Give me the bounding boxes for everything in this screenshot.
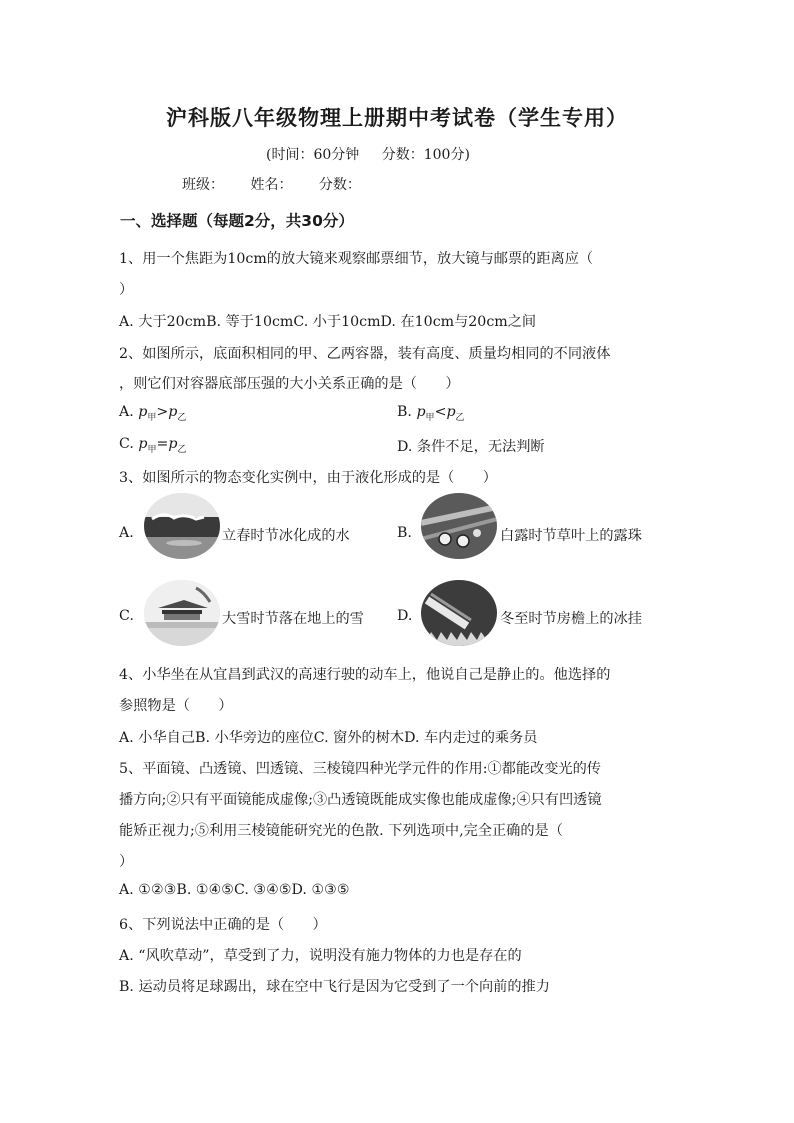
q2-option-d: D. 条件不足，无法判断	[397, 439, 545, 455]
q6-option-b: B. 运动员将足球踢出，球在空中飞行是因为它受到了一个向前的推力	[119, 979, 550, 995]
q2-b-sub1: 甲	[425, 412, 435, 423]
q3-b-label: B.	[397, 525, 412, 541]
q2-option-c	[119, 436, 186, 455]
q2-b-label: B.	[397, 404, 412, 420]
q2-option-a	[119, 404, 186, 423]
exam-subtitle	[266, 144, 488, 164]
q2-option-b	[397, 404, 465, 423]
q4-stem-line1: 4、小华坐在从宜昌到武汉的高速行驶的动车上，他说自己是静止的。他选择的	[119, 667, 611, 683]
q2-c-p1: p	[138, 436, 148, 452]
q6-stem: 6、下列说法中正确的是（ ）	[119, 917, 327, 933]
q2-b-p1: p	[416, 404, 426, 420]
q3-d-text: 冬至时节房檐上的冰挂	[500, 611, 642, 627]
q2-a-label: A.	[119, 404, 134, 420]
section-heading: 一、选择题（每题2分，共30分）	[120, 212, 354, 230]
icicle-photo	[421, 580, 497, 646]
q2-b-relation: <	[434, 404, 447, 420]
q6-option-a: A. “风吹草动”，草受到了力，说明没有施力物体的力也是存在的	[119, 948, 522, 964]
q2-c-sub2: 乙	[177, 444, 187, 455]
q2-c-relation: =	[156, 436, 169, 452]
q5-stem-line4: ）	[119, 854, 134, 870]
q1-stem-line2: ）	[119, 282, 134, 298]
q1-options: A. 大于20cmB. 等于10cmC. 小于10cmD. 在10cm与20cm之间	[119, 314, 537, 330]
exam-title: 沪科版八年级物理上册期中考试卷（学生专用）	[166, 106, 628, 130]
q5-stem-line3: 能矫正视力;⑤利用三棱镜能研究光的色散. 下列选项中,完全正确的是（	[119, 823, 563, 839]
q2-a-p2: p	[168, 404, 178, 420]
q2-a-relation: >	[156, 404, 169, 420]
q5-stem-line2: 播方向;②只有平面镜能成虚像;③凸透镜既能成实像也能成虚像;④只有凹透镜	[119, 792, 602, 808]
dew-drops-photo	[421, 493, 497, 559]
q2-b-p2: p	[446, 404, 456, 420]
student-info	[182, 174, 383, 194]
q4-stem-line2: 参照物是（ ）	[119, 698, 233, 714]
q2-a-p1: p	[138, 404, 148, 420]
q3-c-label: C.	[119, 608, 134, 624]
q2-b-sub2: 乙	[455, 412, 465, 423]
q1-stem-line1: 1、用一个焦距为10cm的放大镜来观察邮票细节，放大镜与邮票的距离应（	[119, 251, 594, 267]
q3-c-text: 大雪时节落在地上的雪	[222, 611, 364, 627]
q3-stem: 3、如图所示的物态变化实例中，由于液化形成的是（ ）	[119, 470, 497, 486]
q5-stem-line1: 5、平面镜、凸透镜、凹透镜、三棱镜四种光学元件的作用:①都能改变光的传	[119, 761, 601, 777]
q3-a-text: 立春时节冰化成的水	[222, 528, 350, 544]
q3-b-text: 白露时节草叶上的露珠	[500, 528, 642, 544]
snow-photo	[144, 580, 220, 646]
q2-a-sub2: 乙	[177, 412, 187, 423]
q2-c-p2: p	[168, 436, 178, 452]
q2-stem-line2: ，则它们对容器底部压强的大小关系正确的是（ ）	[119, 376, 460, 392]
q3-d-label: D.	[397, 608, 413, 624]
time-limit: (时间：60分钟	[266, 147, 360, 163]
q2-a-sub1: 甲	[147, 412, 157, 423]
ice-melting-photo	[144, 493, 220, 559]
q4-options: A. 小华自己B. 小华旁边的座位C. 窗外的树木D. 车内走过的乘务员	[119, 730, 538, 746]
q2-c-sub1: 甲	[147, 444, 157, 455]
q2-stem-line1: 2、如图所示，底面积相同的甲、乙两容器，装有高度、质量均相同的不同液体	[119, 346, 611, 362]
q3-a-label: A.	[119, 525, 134, 541]
class-label: 班级：	[182, 177, 224, 193]
q2-c-label: C.	[119, 436, 134, 452]
q5-options: A. ①②③B. ①④⑤C. ③④⑤D. ①③⑤	[119, 882, 350, 898]
total-score: 分数：100分)	[381, 147, 470, 163]
name-label: 姓名：	[250, 177, 293, 193]
score-label: 分数：	[318, 177, 361, 193]
